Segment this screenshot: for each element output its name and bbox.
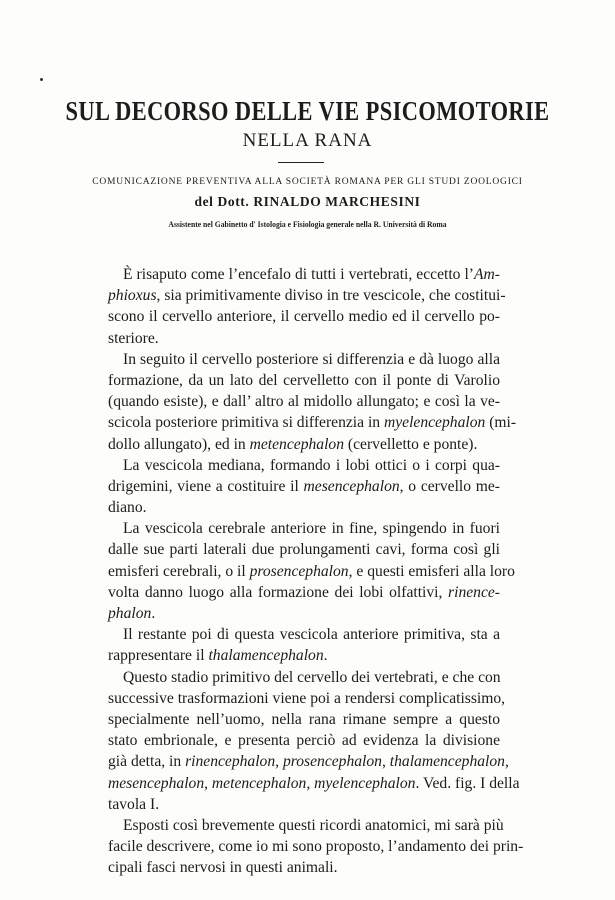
text-run: , o cervello me-: [399, 477, 500, 495]
text-line: [108, 624, 500, 645]
text-run: Esposti così brevemente questi ricordi anatomici, mi sarà più: [123, 816, 504, 834]
text-run: Il restante poi di questa vescicola anteriore primitiva, sta a: [123, 626, 500, 644]
italic-term: Am-: [474, 266, 500, 283]
text-line: [108, 285, 506, 306]
text-line: [108, 328, 500, 349]
communication-note: COMUNICAZIONE PREVENTIVA ALLA SOCIETÀ ROMANA PER GLI STUDI ZOOLOGICI: [92, 177, 523, 187]
text-run: , e questi emisferi alla loro: [348, 562, 515, 580]
text-run: . Ved. fig. I della: [415, 774, 520, 792]
text-run: drigemini, viene a costituire il: [108, 477, 304, 495]
text-line: [108, 688, 506, 709]
italic-term: phalon: [108, 605, 152, 622]
text-line: [108, 815, 504, 836]
text-line: [108, 582, 500, 603]
text-run: stato embrionale, e presenta perciò ad evidenza la divisione: [108, 732, 500, 750]
text-run: volta danno luogo alla formazione dei lobi olfattivi,: [108, 583, 449, 601]
author-affiliation: Assistente nel Gabinetto d' Istologia e Fisiologia generale nella R. Università di Roma: [168, 219, 447, 229]
stray-mark: [40, 78, 43, 81]
text-run: (quando esiste), e dall’ altro al midollo allungato; e così la ve-: [108, 393, 500, 411]
italic-term: thalamencephalon: [208, 647, 324, 665]
text-run: Questo stadio primitivo del cervello dei vertebrati, e che con: [123, 668, 501, 686]
text-line: [108, 349, 500, 370]
article-subtitle: NELLA RANA: [242, 130, 373, 151]
text-run: È risaputo come l’encefalo di tutti i vertebrati, eccetto l’: [123, 266, 475, 283]
text-line: [108, 412, 517, 433]
italic-term: mesencephalon: [303, 477, 400, 495]
text-run: .: [151, 605, 156, 622]
text-run: dalle sue parti laterali due prolungamenti cavi, forma così gli: [108, 541, 500, 559]
text-line: [108, 667, 500, 688]
text-line: [108, 476, 500, 497]
text-run: La vescicola cerebrale anteriore in fine, spingendo in fuori: [123, 520, 500, 538]
text-run: già detta, in: [108, 753, 186, 771]
text-line: [108, 751, 509, 772]
text-line: [108, 603, 500, 624]
text-line: [108, 518, 500, 539]
author-line: del Dott. RINALDO MARCHESINI: [194, 194, 421, 209]
italic-term: rinence-: [448, 583, 500, 601]
text-run: La vescicola mediana, formando i lobi ottici o i corpi qua-: [123, 456, 500, 474]
text-line: [108, 645, 500, 666]
text-run: steriore.: [108, 329, 159, 347]
text-line: [108, 434, 500, 455]
article-title: SUL DECORSO DELLE VIE PSICOMOTORIE: [65, 96, 550, 126]
italic-term: metencephalon: [249, 435, 345, 453]
title-divider: [278, 162, 324, 163]
text-run: facile descrivere, come io mi sono proposto, l’andamento dei prin-: [108, 838, 524, 856]
text-run: formazione, da un lato del cervelletto con il ponte di Varolio: [108, 371, 500, 389]
italic-term: phioxus: [108, 287, 157, 305]
text-run: specialmente nell’uomo, nella rana rimane sempre a questo: [108, 710, 500, 728]
text-line: [108, 730, 500, 751]
text-line: [108, 794, 500, 815]
text-line: [108, 497, 500, 518]
text-line: [108, 455, 500, 476]
text-line: [108, 391, 500, 412]
text-line: [108, 773, 520, 794]
text-run: cipali fasci nervosi in questi animali.: [108, 859, 338, 877]
text-run: diano.: [108, 499, 147, 517]
text-run: emisferi cerebrali, o il: [108, 562, 250, 580]
text-line: [108, 857, 500, 878]
text-run: scicola posteriore primitiva si differenzia in: [108, 414, 384, 432]
text-line: [108, 264, 500, 285]
italic-term: mesencephalon, metencephalon, myelencephalon: [108, 774, 416, 792]
text-run: scono il cervello anteriore, il cervello medio ed il cervello po-: [108, 308, 500, 326]
text-run: successive trasformazioni viene poi a rendersi complicatissimo,: [108, 689, 506, 707]
text-line: [108, 370, 500, 391]
text-run: .: [323, 647, 328, 665]
italic-term: rinencephalon, prosencephalon, thalamencephalon,: [185, 753, 509, 771]
text-line: [108, 709, 500, 730]
text-run: , sia primitivamente diviso in tre vescicole, che costitui-: [156, 287, 506, 305]
text-run: rappresentare il: [108, 647, 209, 665]
article-body: [108, 264, 524, 878]
italic-term: prosencephalon: [249, 562, 349, 580]
text-run: (mi-: [485, 414, 517, 432]
text-run: In seguito il cervello posteriore si differenzia e dà luogo alla: [123, 350, 500, 368]
text-line: [108, 306, 500, 327]
text-line: [108, 836, 524, 857]
text-run: (cervelletto e ponte).: [344, 435, 478, 453]
text-line: [108, 561, 515, 582]
text-run: tavola I.: [108, 795, 160, 813]
text-line: [108, 539, 500, 560]
text-run: dollo allungato), ed in: [108, 435, 250, 453]
italic-term: myelencephalon: [383, 414, 486, 432]
